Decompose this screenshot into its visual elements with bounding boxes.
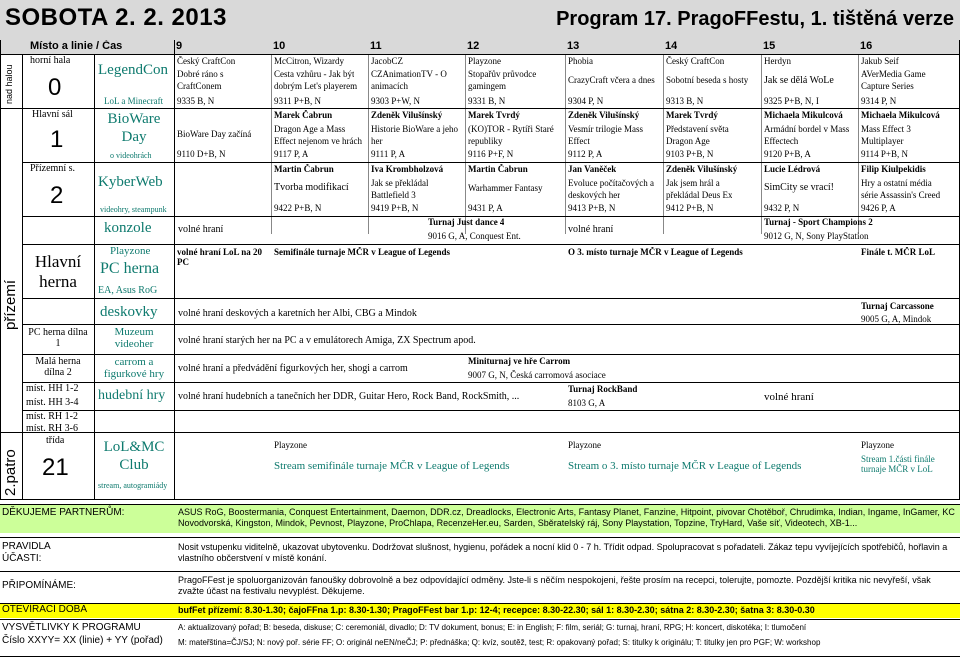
room-hlavni-sal: Hlavní sál: [32, 109, 73, 120]
hour-14: 14: [665, 40, 678, 52]
program-title: Program 17. PragoFFestu, 1. tištěná verze: [556, 8, 954, 30]
event-title: Effect nejenom ve hrách: [274, 136, 363, 146]
event-title: dobrým Let's playerem: [274, 81, 358, 91]
event-title: CraftConem: [177, 81, 222, 91]
event-title: BioWare Day začíná: [177, 129, 252, 139]
event-speaker: Iva Krombholzová: [371, 164, 444, 174]
lol-third-place: O 3. místo turnaje MČR v League of Legends: [568, 247, 743, 257]
event-speaker: Zdeněk Vilušínský: [666, 164, 738, 174]
place-time-header: Místo a linie / Čas: [30, 40, 123, 52]
event-title: Armádní bordel v Mass: [764, 124, 850, 134]
event-title: Warhammer Fantasy: [468, 183, 543, 193]
hour-10: 10: [273, 40, 286, 52]
free-play: volné hraní: [764, 391, 814, 403]
room-hh12: míst. HH 1-2: [26, 383, 79, 394]
event-speaker: Filip Kiulpekidis: [861, 164, 926, 174]
event-speaker: JacobCZ: [371, 56, 403, 66]
event-code: 9114 P+B, N: [861, 149, 908, 159]
event-title: Effectech: [764, 136, 799, 146]
column-header-row: [0, 40, 960, 54]
event-speaker: Český CraftCon: [666, 56, 725, 66]
event-title: série Assassin's Creed: [861, 190, 941, 200]
tournament-rockband: Turnaj RockBand: [568, 384, 638, 394]
event-code: 9110 D+B, N: [177, 149, 226, 159]
hour-11: 11: [370, 40, 382, 52]
room-number-2: 2: [50, 182, 64, 209]
event-speaker: Zdeněk Vilušínský: [371, 110, 443, 120]
event-title: Tvorba modifikací: [274, 182, 349, 193]
event-code: 9412 P+B, N: [666, 203, 714, 213]
event-title: Effect: [568, 136, 590, 146]
line-legendcon-sub: LoL a Minecraft: [104, 96, 164, 106]
event-code: 9303 P+W, N: [371, 96, 420, 106]
event-speaker: Marek Tvrdý: [468, 110, 520, 120]
event-code: 9117 P, A: [274, 149, 309, 159]
line-bioware-sub: o videohrách: [110, 151, 152, 160]
figure-games-free-play: volné hraní a předvádění figurkových her, shogi a carrom: [178, 363, 408, 374]
partners-text: ASUS RoG, Boostermania, Conquest Entertainment, Daemon, DDR.cz, Dreadlocks, Electronic Arts, Fantasy Planet, Fanzine, Hitpoint, pivovar Chotěboř, Chrudimka, Indian, Ingame, InGamer, KC Novodvorská, Kingston, Mindok, Pevnost, Playzone, ProChlapa, RecenzeHer.eu, Sarden, Sběratelský ráj, Sony Playstation, Topzine, TryHard, Vaše síť, Videotech, XB-1...: [178, 507, 955, 528]
event-speaker: Michaela Mikulcová: [764, 110, 843, 120]
opening-hours-label: OTEVÍRACÍ DOBA: [2, 604, 88, 615]
tournament-carrom: Miniturnaj ve hře Carrom: [468, 356, 571, 366]
event-speaker: Michaela Mikulcová: [861, 110, 940, 120]
event-title: Capture Series: [861, 81, 914, 91]
event-code: 9431 P, A: [468, 203, 503, 213]
event-title: Cesta vzhůru - Jak být: [274, 69, 355, 79]
event-code: 9313 B, N: [666, 96, 704, 106]
line-muzeum: Muzeum videoher: [114, 326, 154, 350]
side-nad-halou: nad halou: [4, 64, 14, 104]
legend-label: VYSVĚTLIVKY K PROGRAMU: [2, 622, 141, 633]
event-speaker: Phobia: [568, 56, 594, 66]
event-title: překládal Deus Ex: [666, 190, 733, 200]
event-code: 9419 P+B, N: [371, 203, 419, 213]
event-title: Evoluce počítačových a: [568, 178, 654, 188]
event-title: Jak jsem hrál a: [666, 178, 720, 188]
event-title: Stopařův průvodce: [468, 69, 537, 79]
event-speaker: Playzone: [468, 56, 501, 66]
tournament-just-dance: Turnaj Just dance 4: [428, 217, 505, 227]
schedule-grid: [0, 40, 960, 500]
tournament-carrom-code: 9007 G, N, Česká carromová asociace: [468, 370, 606, 380]
event-title: her: [371, 136, 383, 146]
reminder-text: PragoFFest je spoluorganizován fanoušky dobrovolně a bez odpovídající odměny. Jste-li s něčím nespokojeni, řešte prosím na recepci, tolerujte, pomozte. Pozdější kritika nic nevyřeší, však zvažte účast na festivalu nevyplést. Děkujeme.: [178, 575, 931, 596]
hour-15: 15: [763, 40, 776, 52]
line-lol-club: LoL&MC Club: [103, 439, 165, 473]
lol-free-play: volné hraní LoL na 20 PC: [177, 247, 263, 267]
rules-label: PRAVIDLA ÚČASTI:: [2, 541, 51, 564]
room-rh36: míst. RH 3-6: [26, 423, 78, 434]
hour-12: 12: [467, 40, 480, 52]
stream-final: Stream 1.části finále turnaje MČR v LoL: [861, 454, 935, 474]
stream-provider: Playzone: [568, 440, 601, 450]
event-code: 9413 P+B, N: [568, 203, 616, 213]
event-title: Hry a ostatní média: [861, 178, 932, 188]
line-kyberweb-sub: videohry, steampunk: [100, 205, 167, 214]
event-code: 9331 B, N: [468, 96, 506, 106]
event-speaker: Marek Tvrdý: [666, 110, 718, 120]
room-horni-hala: horní hala: [30, 55, 71, 66]
room-prizemni: Přízemní s.: [30, 163, 75, 174]
line-pc-sponsors: EA, Asus RoG: [98, 285, 158, 296]
side-prizemi: přízemí: [2, 279, 19, 330]
event-title: republiky: [468, 136, 503, 146]
event-speaker: Martin Čabrun: [468, 164, 528, 174]
event-code: 9112 P, A: [568, 149, 603, 159]
hour-16: 16: [860, 40, 873, 52]
event-speaker: Jan Vaněček: [568, 164, 617, 174]
event-title: Jak se dělá WoLe: [764, 75, 834, 86]
event-title: Dragon Age a Mass: [274, 124, 346, 134]
tournament-rockband-code: 8103 G, A: [568, 398, 606, 408]
event-title: AVerMedia Game: [861, 69, 926, 79]
room-hh34: míst. HH 3-4: [26, 397, 79, 408]
room-number-1: 1: [50, 126, 64, 153]
legend-text-1: A: aktualizovaný pořad; B: beseda, diskuse; C: ceremoniál, divadlo; D: TV dokument, bonus; E: in English; F: film, seriál; G: turnaj, hraní, RPG; H: koncert, diskotéka; I: tlumočení: [178, 623, 807, 632]
event-code: 9116 P+F, N: [468, 149, 514, 159]
event-title: deskových her: [568, 190, 621, 200]
tournament-carcassone: Turnaj Carcassone: [861, 301, 934, 311]
hour-9: 9: [176, 40, 183, 52]
legend-text-2: M: mateřština=ČJ/SJ; N: nový poř. série FF; O: originál neEN/neČJ; P: přednáška; Q: kvíz, soutěž, test; R: opakovaný pořad; S: titulky k originálu; T: titulky jen pro PGF; W: workshop: [178, 638, 821, 647]
lol-semifinal: Semifinále turnaje MČR v League of Legends: [274, 247, 450, 257]
event-title: SimCity se vrací!: [764, 182, 834, 193]
event-code: 9311 P+B, N: [274, 96, 321, 106]
event-title: Představení světa: [666, 124, 729, 134]
stream-provider: Playzone: [274, 440, 307, 450]
event-speaker: Herdyn: [764, 56, 791, 66]
event-title: Battlefield 3: [371, 190, 416, 200]
event-title: Dragon Age: [666, 136, 710, 146]
event-code: 9426 P, A: [861, 203, 896, 213]
partners-label: DĚKUJEME PARTNERŮM:: [2, 507, 125, 518]
event-title: animacích: [371, 81, 408, 91]
event-code: 9111 P, A: [371, 149, 406, 159]
event-title: CZAnimationTV - O: [371, 69, 447, 79]
event-title: Vesmír trilogie Mass: [568, 124, 643, 134]
board-games-free-play: volné hraní deskových a karetních her Albi, CBG a Mindok: [178, 308, 417, 319]
room-hlavni-herna: Hlavní herna: [34, 252, 82, 291]
event-speaker: Zdeněk Vilušínský: [568, 110, 640, 120]
line-kyberweb: KyberWeb: [98, 174, 163, 190]
event-title: Historie BioWare a jeho: [371, 124, 458, 134]
line-pc-herna: PC herna: [100, 260, 160, 277]
line-konzole: konzole: [104, 220, 152, 236]
event-speaker: McCitron, Wizardy: [274, 56, 344, 66]
event-title: gamingem: [468, 81, 506, 91]
lol-final: Finále t. MČR LoL: [861, 247, 935, 257]
tournament-carcassone-code: 9005 G, A, Mindok: [861, 314, 932, 324]
page-header: [0, 0, 960, 40]
room-trida: třída: [46, 435, 65, 446]
tournament-sport-code: 9012 G, N, Sony PlayStation: [764, 231, 869, 241]
tournament-just-dance-code: 9016 G, A, Conquest Ent.: [428, 231, 521, 241]
reminder-label: PŘIPOMÍNÁME:: [2, 580, 76, 591]
room-pc-herna: PC herna dílna 1: [28, 327, 88, 349]
stream-provider: Playzone: [861, 440, 894, 450]
date-title: SOBOTA 2. 2. 2013: [5, 4, 227, 31]
event-code: 9304 P, N: [568, 96, 604, 106]
event-speaker: Martin Čabrun: [274, 164, 334, 174]
event-code: 9120 P+B, A: [764, 149, 811, 159]
event-title: Multiplayer: [861, 136, 904, 146]
event-title: Jak se překládal: [371, 178, 429, 188]
line-legendcon: LegendCon: [98, 62, 168, 78]
room-mala-herna: Malá herna dílna 2: [35, 356, 81, 378]
event-code: 9103 P+B, N: [666, 149, 714, 159]
event-code: 9325 P+B, N, I: [764, 96, 819, 106]
room-number-0: 0: [48, 74, 62, 101]
stream-third-place: Stream o 3. místo turnaje MČR v League of Legends: [568, 460, 802, 472]
line-lol-sub: stream, autogramiády: [98, 481, 168, 490]
free-play: volné hraní: [178, 224, 224, 235]
event-title: CrazyCraft včera a dnes: [568, 75, 655, 85]
music-free-play: volné hraní hudebních a tanečních her DDR, Guitar Hero, Rock Band, RockSmith, ...: [178, 391, 520, 402]
event-code: 9314 P, N: [861, 96, 897, 106]
line-carrom: carrom a figurkové hry: [103, 356, 165, 380]
line-deskovky: deskovky: [100, 304, 158, 320]
side-2patro: 2.patro: [2, 449, 19, 496]
line-pc-playzone: Playzone: [110, 245, 151, 257]
event-title: Dobré ráno s: [177, 69, 224, 79]
free-play: volné hraní: [568, 224, 614, 235]
tournament-sport-champions: Turnaj - Sport Champions 2: [764, 217, 873, 227]
line-bioware: BioWare Day: [107, 111, 161, 145]
event-speaker: Jakub Seif: [861, 56, 899, 66]
event-speaker: Marek Čabrun: [274, 110, 333, 120]
event-title: (KO)TOR - Rytíři Staré: [468, 124, 554, 134]
room-number-21: 21: [42, 454, 69, 481]
room-rh12: míst. RH 1-2: [26, 411, 78, 422]
event-title: Mass Effect 3: [861, 124, 911, 134]
event-title: Sobotní beseda s hosty: [666, 75, 749, 85]
opening-hours-text: bufFet přízemí: 8.30-1.30; čajoFFna 1.p: 8.30-1.30; PragoFFest bar 1.p: 12-4; recepce: 8.30-22.30; sál 1: 8.30-2.30; sátna 2: 8.30-2.30; šatna 3: 8.30-0.30: [178, 605, 815, 615]
stream-semifinal: Stream semifinále turnaje MČR v League of Legends: [274, 460, 510, 472]
event-speaker: Český CraftCon: [177, 56, 236, 66]
rules-text: Nosit vstupenku viditelně, ukazovat ubytovenku. Dodržovat slušnost, hygienu, pořádek a nocní klid 0 - 7 h. Třídit odpad. Spolupracovat s pořadateli. Zákaz tepu vyvíjejících spotřebičů, hořlavin a vlastního občerstvení v místě konání.: [178, 542, 948, 563]
event-code: 9422 P+B, N: [274, 203, 322, 213]
info-section: [0, 504, 960, 656]
event-code: 9335 B, N: [177, 96, 215, 106]
event-code: 9432 P, N: [764, 203, 800, 213]
legend-code-explanation: Číslo XXYY= XX (linie) + YY (pořad): [2, 635, 163, 646]
hour-13: 13: [567, 40, 580, 52]
event-speaker: Lucie Lédrová: [764, 164, 821, 174]
retro-free-play: volné hraní starých her na PC a v emulátorech Amiga, ZX Spectrum apod.: [178, 335, 476, 346]
line-hudebni: hudební hry: [98, 388, 166, 403]
